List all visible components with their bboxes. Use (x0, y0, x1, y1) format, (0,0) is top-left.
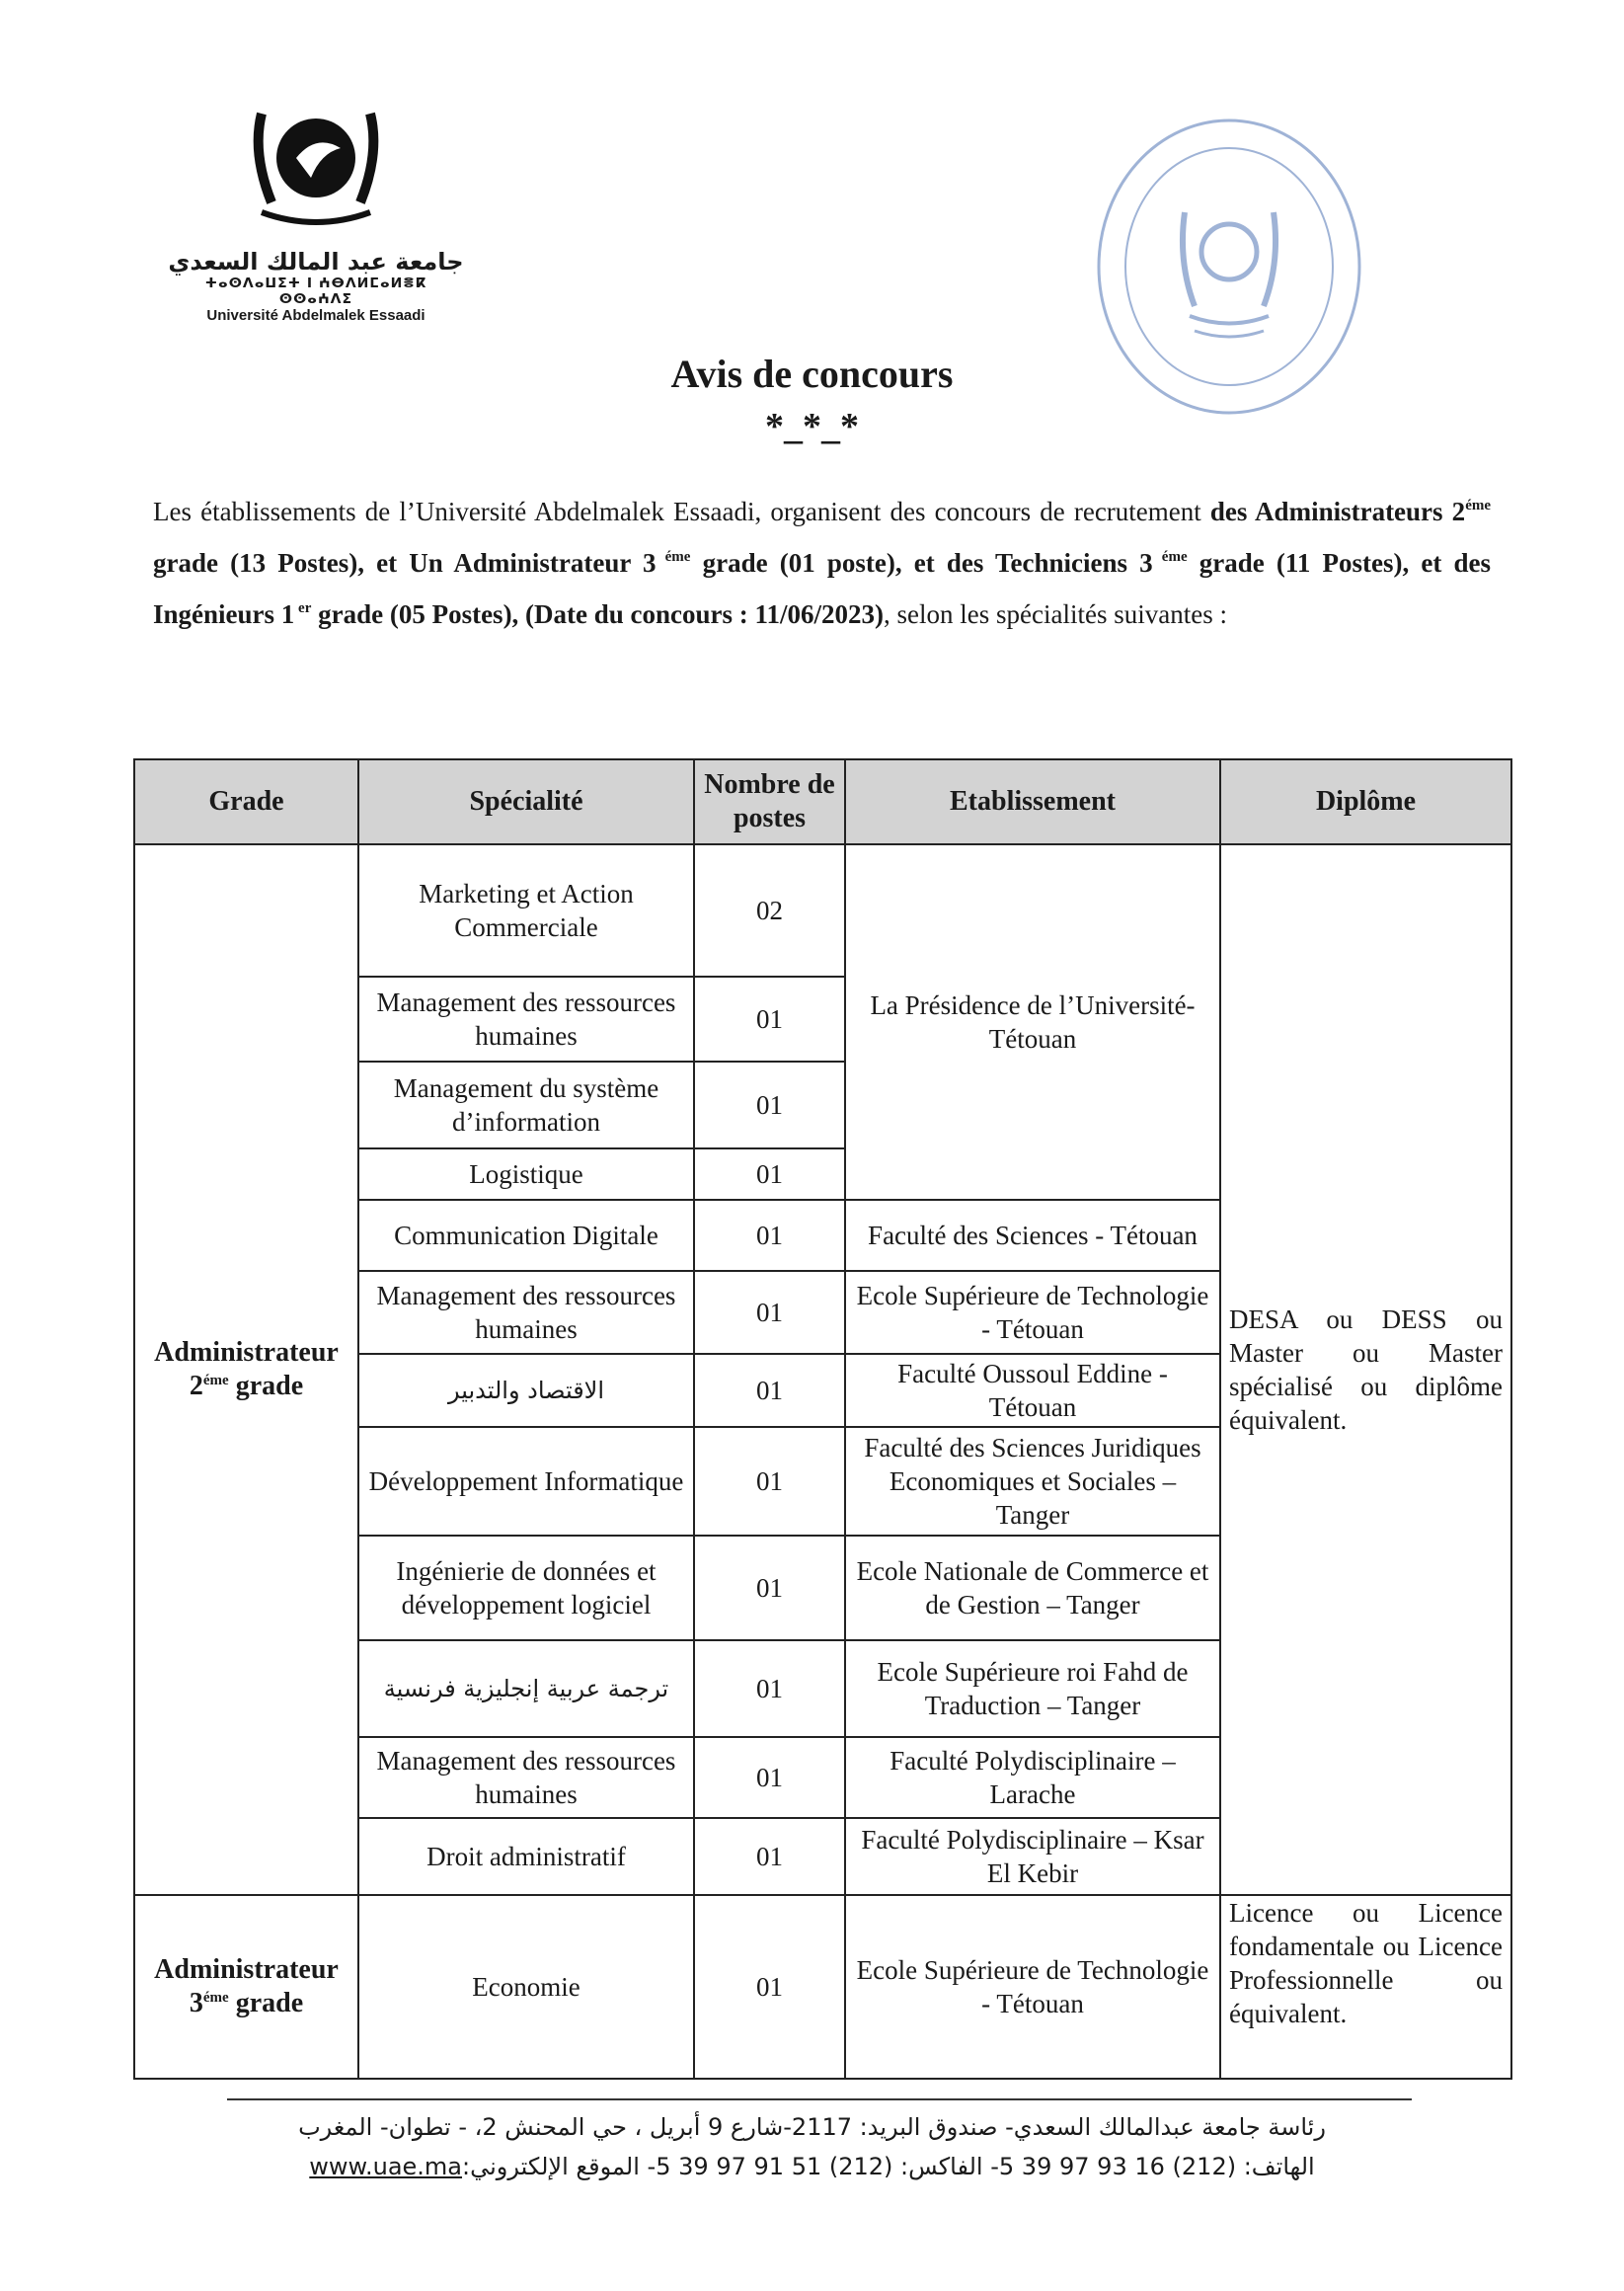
intro-paragraph (153, 486, 1491, 640)
etablissement-cell: Faculté Oussoul Eddine - Tétouan (845, 1354, 1220, 1427)
header-grade: Grade (134, 759, 358, 844)
grade-label: Administrateur (154, 1337, 339, 1368)
nombre-cell: 01 (694, 1818, 845, 1895)
header-etablissement: Etablissement (845, 759, 1220, 844)
intro-sup-2: éme (656, 549, 691, 565)
grade-number: 2 (189, 1371, 203, 1401)
nombre-cell: 01 (694, 1354, 845, 1427)
grade-sup: éme (202, 1373, 229, 1388)
header-nombre: Nombre de postes (694, 759, 845, 844)
etablissement-cell: Ecole Nationale de Commerce et de Gestion – Tanger (845, 1536, 1220, 1640)
footer-contact-text: الهاتف: (212) 16 93 97 39 5- الفاكس: (212) 51 91 97 39 5- الموقع الإلكتروني: (462, 2153, 1315, 2180)
intro-bold-1: des Administrateurs 2 (1209, 497, 1466, 526)
specialite-cell: Management des ressources humaines (358, 1271, 694, 1354)
specialite-cell: الاقتصاد والتدبير (358, 1354, 694, 1427)
etablissement-cell: Ecole Supérieure de Technologie - Tétouan (845, 1895, 1220, 2079)
specialite-cell: Management du système d’information (358, 1062, 694, 1148)
intro-text-2: , selon les spécialités suivantes : (884, 599, 1227, 629)
header-diplome: Diplôme (1220, 759, 1511, 844)
grade-tail: grade (228, 1371, 304, 1401)
nombre-cell: 01 (694, 1427, 845, 1536)
nombre-cell: 02 (694, 844, 845, 977)
nombre-cell: 01 (694, 977, 845, 1062)
grade-sup: éme (202, 1990, 229, 2006)
grade-tail: grade (228, 1988, 304, 2018)
diplome-cell: DESA ou DESS ou Master ou Master spécialisé ou diplôme équivalent. (1220, 844, 1511, 1895)
etablissement-cell: Ecole Supérieure de Technologie - Tétouan (845, 1271, 1220, 1354)
specialite-cell: Economie (358, 1895, 694, 2079)
grade-label: Administrateur (154, 1954, 339, 1985)
footer-divider (227, 2098, 1412, 2100)
table-row (134, 844, 1511, 977)
grade-number: 3 (189, 1988, 203, 2018)
intro-bold-5: grade (05 Postes), (Date du concours : 11/06/2023) (311, 599, 885, 629)
intro-text-1: Les établissements de l’Université Abdelmalek Essaadi, organisent des concours de recrutement (153, 497, 1210, 526)
table-header-row (134, 759, 1511, 844)
footer-contact (0, 2153, 1624, 2180)
etablissement-cell: Faculté des Sciences Juridiques Economiques et Sociales – Tanger (845, 1427, 1220, 1536)
grade-cell-administrateur-3 (134, 1895, 358, 2079)
etablissement-cell: Faculté Polydisciplinaire – Ksar El Kebir (845, 1818, 1220, 1895)
header-specialite: Spécialité (358, 759, 694, 844)
table-row (134, 1895, 1511, 2079)
diplome-cell: Licence ou Licence fondamentale ou Licence Professionnelle ou équivalent. (1220, 1895, 1511, 2079)
nombre-cell: 01 (694, 1640, 845, 1737)
specialite-cell: Développement Informatique (358, 1427, 694, 1536)
nombre-cell: 01 (694, 1895, 845, 2079)
grade-cell-administrateur-2 (134, 844, 358, 1895)
etablissement-cell: Faculté Polydisciplinaire – Larache (845, 1737, 1220, 1818)
intro-bold-4: grade (11 Postes), et des Ingénieurs 1 (153, 548, 1491, 629)
footer-website-link[interactable]: www.uae.ma (309, 2153, 463, 2180)
nombre-cell: 01 (694, 1536, 845, 1640)
intro-sup-4: er (294, 600, 312, 616)
nombre-cell: 01 (694, 1200, 845, 1271)
intro-sup-3: éme (1152, 549, 1188, 565)
etablissement-cell: Faculté des Sciences - Tétouan (845, 1200, 1220, 1271)
nombre-cell: 01 (694, 1148, 845, 1200)
university-logo (168, 94, 464, 324)
specialite-cell: ترجمة عربية إنجليزية فرنسية (358, 1640, 694, 1737)
university-emblem-icon (242, 94, 390, 242)
nombre-cell: 01 (694, 1271, 845, 1354)
etablissement-cell: La Présidence de l’Université- Tétouan (845, 844, 1220, 1200)
nombre-cell: 01 (694, 1737, 845, 1818)
etablissement-cell: Ecole Supérieure roi Fahd de Traduction – Tanger (845, 1640, 1220, 1737)
specialite-cell: Communication Digitale (358, 1200, 694, 1271)
intro-bold-2: grade (13 Postes), et Un Administrateur 3 (153, 548, 657, 578)
specialite-cell: Logistique (358, 1148, 694, 1200)
title-separator: *_*_* (765, 406, 859, 447)
intro-bold-3: grade (01 poste), et des Techniciens 3 (690, 548, 1153, 578)
specialite-cell: Management des ressources humaines (358, 1737, 694, 1818)
nombre-cell: 01 (694, 1062, 845, 1148)
page-title: Avis de concours (670, 352, 954, 396)
specialite-cell: Marketing et Action Commerciale (358, 844, 694, 977)
intro-sup-1: éme (1465, 498, 1491, 514)
footer-address: رئاسة جامعة عبدالمالك السعدي- صندوق البريد: 2117-شارع 9 أبريل ، حي المحنش 2، - تطوان- المغرب (298, 2113, 1326, 2141)
specialite-cell: Droit administratif (358, 1818, 694, 1895)
specialite-cell: Management des ressources humaines (358, 977, 694, 1062)
logo-tifinagh-name: ⵜⴰⵙⴷⴰⵡⵉⵜ ⵏ ⵄⴱⴷⵍⵎⴰⵍⴻⴽ ⵙⵙⴰⵄⴷⵉ (204, 276, 427, 307)
positions-table (133, 758, 1512, 2080)
logo-arabic-name: جامعة عبد المالك السعدي (168, 248, 464, 276)
specialite-cell: Ingénierie de données et développement logiciel (358, 1536, 694, 1640)
logo-french-name: Université Abdelmalek Essaadi (206, 307, 425, 324)
